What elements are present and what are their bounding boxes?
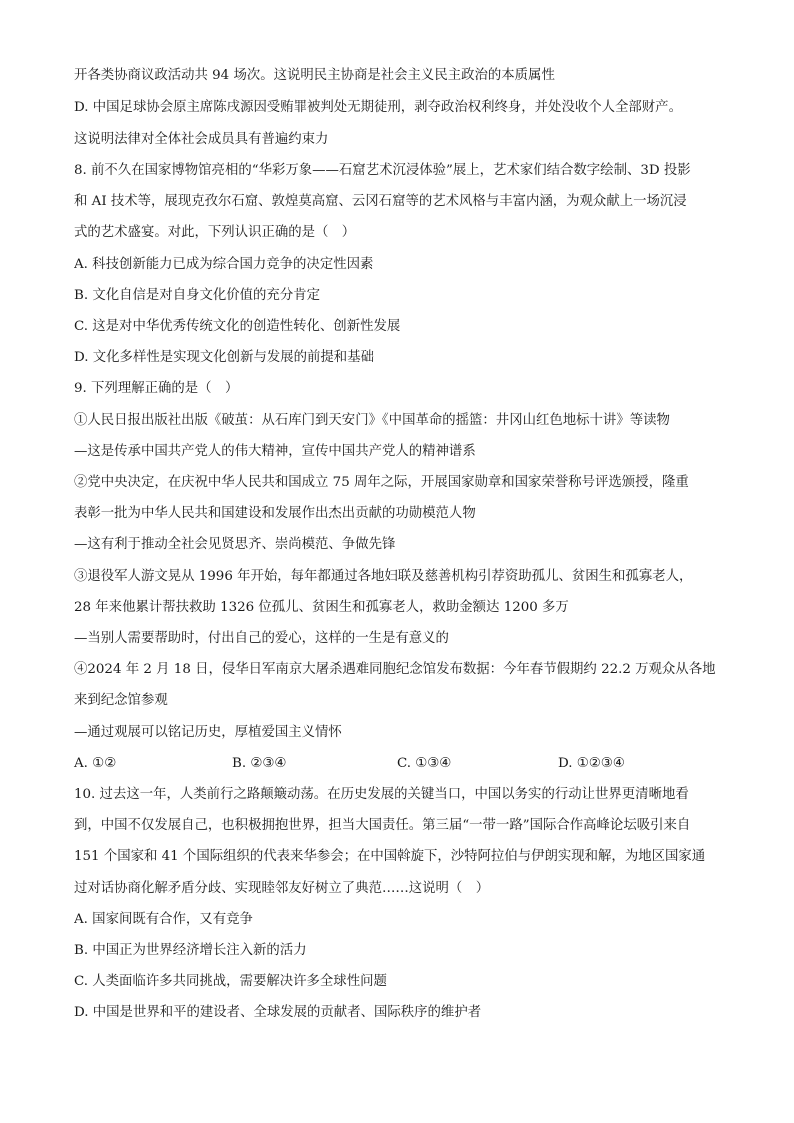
q8-option-d: D. 文化多样性是实现文化创新与发展的前提和基础 bbox=[74, 350, 374, 365]
q10-stem-line-2: 到，中国不仅发展自己，也积极拥抱世界，担当大国责任。第三届“一带一路”国际合作高峰论坛吸引来自 bbox=[74, 818, 691, 833]
q10-option-d: D. 中国是世界和平的建设者、全球发展的贡献者、国际秩序的维护者 bbox=[74, 1005, 482, 1020]
q9-options-row bbox=[74, 755, 724, 773]
q10-stem-line-3: 151 个国家和 41 个国际组织的代表来华参会；在中国斡旋下，沙特阿拉伯与伊朗实现和解，为地区国家通 bbox=[74, 849, 706, 864]
q8-stem-line-3: 式的艺术盛宴。对此，下列认识正确的是（ ） bbox=[74, 225, 356, 240]
q8-option-b: B. 文化自信是对自身文化价值的充分肯定 bbox=[74, 288, 320, 303]
q9-option-a: A. ①② bbox=[74, 756, 117, 771]
q7-option-d-continuation: 这说明法律对全体社会成员具有普遍约束力 bbox=[74, 132, 329, 147]
q8-stem-line-1: 8. 前不久在国家博物馆亮相的“华彩万象——石窟艺术沉浸体验”展上，艺术家们结合数字绘制、3D 投影 bbox=[74, 163, 691, 178]
q9-statement-2-comment: —这有利于推动全社会见贤思齐、崇尚模范、争做先锋 bbox=[74, 537, 396, 552]
q9-statement-3-line-1: ③退役军人游文晃从 1996 年开始，每年都通过各地妇联及慈善机构引荐资助孤儿、贫困生和孤寡老人， bbox=[74, 569, 693, 584]
q8-option-c: C. 这是对中华优秀传统文化的创造性转化、创新性发展 bbox=[74, 319, 401, 334]
q9-statement-1: ①人民日报出版社出版《破茧：从石库门到天安门》《中国革命的摇篮：井冈山红色地标十讲》等读物 bbox=[74, 413, 670, 428]
q9-option-c: C. ①③④ bbox=[397, 756, 452, 771]
q9-statement-4-line-1: ④2024 年 2 月 18 日，侵华日军南京大屠杀遇难同胞纪念馆发布数据：今年春节假期约 22.2 万观众从各地 bbox=[74, 662, 716, 677]
q9-statement-2-line-2: 表彰一批为中华人民共和国建设和发展作出杰出贡献的功勋模范人物 bbox=[74, 506, 476, 521]
q9-statement-4-line-2: 来到纪念馆参观 bbox=[74, 693, 168, 708]
q8-option-a: A. 科技创新能力已成为综合国力竞争的决定性因素 bbox=[74, 257, 374, 272]
q7-option-d: D. 中国足球协会原主席陈戌源因受贿罪被判处无期徒刑，剥夺政治权利终身，并处没收个人全部财产。 bbox=[74, 100, 682, 115]
q9-option-d: D. ①②③④ bbox=[558, 756, 625, 771]
q8-stem-line-2: 和 AI 技术等，展现克孜尔石窟、敦煌莫高窟、云冈石窟等的艺术风格与丰富内涵，为观众献上一场沉浸 bbox=[74, 194, 687, 209]
q10-option-a: A. 国家间既有合作，又有竞争 bbox=[74, 912, 253, 927]
q9-statement-1-comment: —这是传承中国共产党人的伟大精神，宣传中国共产党人的精神谱系 bbox=[74, 444, 476, 459]
q9-statement-3-comment: —当别人需要帮助时，付出自己的爱心，这样的一生是有意义的 bbox=[74, 631, 449, 646]
q10-stem-line-4: 过对话协商化解矛盾分歧、实现睦邻友好树立了典范……这说明（ ） bbox=[74, 881, 490, 896]
q9-option-b: B. ②③④ bbox=[232, 756, 287, 771]
q9-statement-3-line-2: 28 年来他累计帮扶救助 1326 位孤儿、贫困生和孤寡老人，救助金额达 1200 多万 bbox=[74, 600, 569, 615]
q10-option-b: B. 中国正为世界经济增长注入新的活力 bbox=[74, 943, 307, 958]
q9-statement-4-comment: —通过观展可以铭记历史，厚植爱国主义情怀 bbox=[74, 725, 342, 740]
q7-option-c-continuation: 开各类协商议政活动共 94 场次。这说明民主协商是社会主义民主政治的本质属性 bbox=[74, 68, 555, 83]
q9-statement-2-line-1: ②党中央决定，在庆祝中华人民共和国成立 75 周年之际，开展国家勋章和国家荣誉称号评选颁授，隆重 bbox=[74, 475, 689, 490]
q10-option-c: C. 人类面临许多共同挑战，需要解决许多全球性问题 bbox=[74, 974, 387, 989]
q9-stem: 9. 下列理解正确的是（ ） bbox=[74, 381, 239, 396]
q10-stem-line-1: 10. 过去这一年，人类前行之路颠簸动荡。在历史发展的关键当口，中国以务实的行动让世界更清晰地看 bbox=[74, 787, 689, 802]
